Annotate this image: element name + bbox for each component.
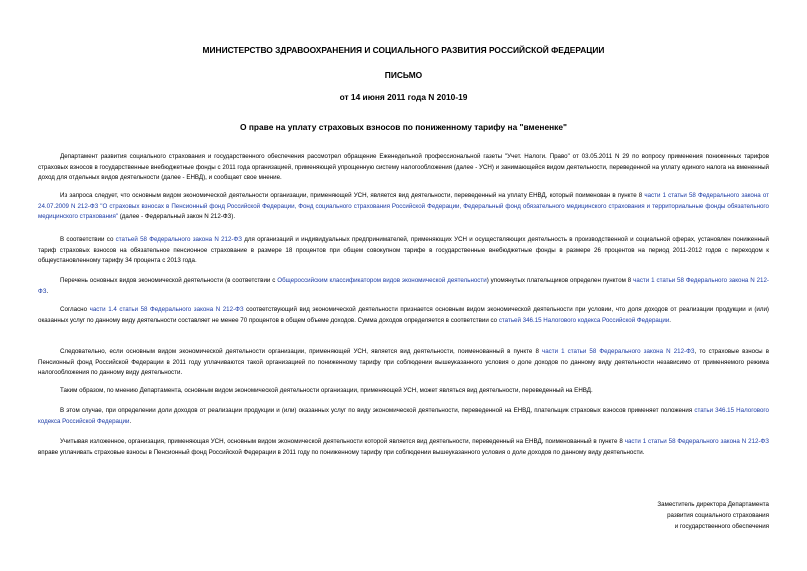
- paragraph-text: Таким образом, по мнению Департамента, основным видом экономической деятельности организации, применяющей УСН, может являться вид деятельности, переведенный на ЕНВД.: [60, 387, 593, 394]
- paragraph-7: [38, 386, 769, 397]
- paragraph-2: [38, 191, 769, 223]
- paragraph-text: Из запроса следует, что основным видом экономической деятельности организации, применяющей УСН, является вид деятельности, переведенный на уплату ЕНВД, который поименован в пункте 8: [60, 192, 645, 199]
- signature-line: и государственного обеспечения: [674, 522, 769, 530]
- law-link[interactable]: части 1 статьи 58 Федерального закона N 212-ФЗ: [541, 348, 695, 355]
- paragraph-5: [38, 305, 769, 326]
- classifier-link[interactable]: Общероссийским классификатором видов экономической деятельности: [277, 277, 487, 284]
- tax-code-link[interactable]: статьи 346.15 Налогового кодекса Российской Федерации: [38, 407, 769, 425]
- paragraph-text: Согласно: [60, 306, 90, 313]
- tax-code-link[interactable]: статьей 346.15 Налогового кодекса Российской Федерации: [498, 316, 670, 324]
- law-link[interactable]: части 1 статьи 58 Федерального закона N 212-ФЗ: [624, 438, 769, 445]
- paragraph-text: вправе уплачивать страховые взносы в Пенсионный фонд Российской Федерации в 2011 году по пониженному тарифу при соблюдении вышеуказанного условия о доле доходов по данному виду деятельности.: [38, 448, 645, 456]
- paragraph-text: (далее - Федеральный закон N 212-ФЗ).: [118, 213, 236, 221]
- signature-line: развития социального страхования: [667, 511, 769, 519]
- paragraph-1: [38, 152, 769, 184]
- law-link[interactable]: статьей 58 Федерального закона N 212-ФЗ: [115, 236, 242, 243]
- paragraph-text: В соответствии со: [60, 236, 116, 243]
- paragraph-text: .: [46, 287, 49, 295]
- paragraph-text: соответствующий вид экономической деятельности признается основным видом экономической деятельности при условии, что доля доходов от реализации продукции и (или) оказанных услуг по данному виду деятельности составляет не менее 70 процентов в общем объеме доходов. Сумма доходов определяется в соответствии со: [38, 306, 769, 324]
- paragraph-8: [38, 406, 769, 427]
- paragraph-text: Учитывая изложенное, организация, применяющая УСН, основным видом экономической деятельности которой является вид деятельности, переведенный на ЕНВД, поименованный в пункте 8: [60, 438, 625, 445]
- law-link[interactable]: части 1.4 статьи 58 Федерального закона N 212-ФЗ: [89, 306, 244, 313]
- paragraph-text: ) упомянутых плательщиков определен пунктом 8: [486, 277, 634, 284]
- paragraph-text: , то страховые взносы в Пенсионный фонд Российской Федерации в 2011 году уплачиваются такой организацией по пониженному тарифу при соблюдении вышеуказанного условия о доле доходов по данному виду деятельности независимо от применяемого режима налогообложения по данному виду деятельности.: [38, 348, 769, 377]
- document-type: ПИСЬМО: [384, 70, 423, 80]
- paragraph-text: для организаций и индивидуальных предпринимателей, применяющих УСН и осуществляющих деятельность в производственной и социальной сферах, установлен пониженный тариф страховых взносов на обязательное пенсионное страхование в размере 18 процентов при общем совокупном тарифе в государственные внебюджетные фонды в размере 26 процентов на период 2011-2012 годов с переходом к общеустановленному тарифу 34 процента с 2013 года.: [38, 236, 769, 265]
- paragraph-3: [38, 235, 769, 267]
- ministry-heading: МИНИСТЕРСТВО ЗДРАВООХРАНЕНИЯ И СОЦИАЛЬНОГО РАЗВИТИЯ РОССИЙСКОЙ ФЕДЕРАЦИИ: [202, 45, 605, 55]
- law-link[interactable]: части 1 статьи 58 Федерального закона N 212-ФЗ: [38, 277, 769, 295]
- law-link[interactable]: части 1 статьи 58 Федерального закона от 24.07.2009 N 212-ФЗ "О страховых взносах в Пенсионный фонд Российской Федерации, Фонд социального страхования Российской Федерации, Федеральный фонд обязательного медицинского страхования и территориальные фонды обязательного медицинского страхования": [38, 192, 769, 221]
- paragraph-text: .: [129, 417, 132, 425]
- paragraph-text: Перечень основных видов экономической деятельности (в соответствии с: [60, 277, 278, 284]
- paragraph-4: [38, 276, 769, 297]
- signature-line: Заместитель директора Департамента: [657, 501, 769, 508]
- paragraph-6: [38, 347, 769, 379]
- paragraph-9: [38, 437, 769, 458]
- paragraph-text: .: [669, 316, 672, 324]
- document-title: О праве на уплату страховых взносов по пониженному тарифу на "вмененке": [239, 122, 568, 132]
- paragraph-text: Департамент развития социального страхования и государственного обеспечения рассмотрел обращение Еженедельной профессиональной газеты "Учет. Налоги. Право" от 03.05.2011 N 29 по вопросу применения пониженных тарифов страховых взносов в государственные внебюджетные фонды с 2011 года организацией, применяющей упрощенную систему налогообложения (далее - УСН) и занимающейся видом деятельности, переведенной на уплату единого налога на вмененный доход для отдельных видов деятельности (далее - ЕНВД), и сообщает свое мнение.: [38, 153, 769, 182]
- signature-block: [657, 500, 769, 532]
- paragraph-text: В этом случае, при определении доли доходов от реализации продукции и (или) оказанных услуг по виду экономической деятельности, переведенной на ЕНВД, плательщик страховых взносов применяет положения: [60, 407, 695, 414]
- paragraph-text: Следовательно, если основным видом экономической деятельности организации, применяющей УСН, является вид деятельности, поименованный в пункте 8: [60, 348, 542, 355]
- document-date: от 14 июня 2011 года N 2010-19: [339, 92, 468, 102]
